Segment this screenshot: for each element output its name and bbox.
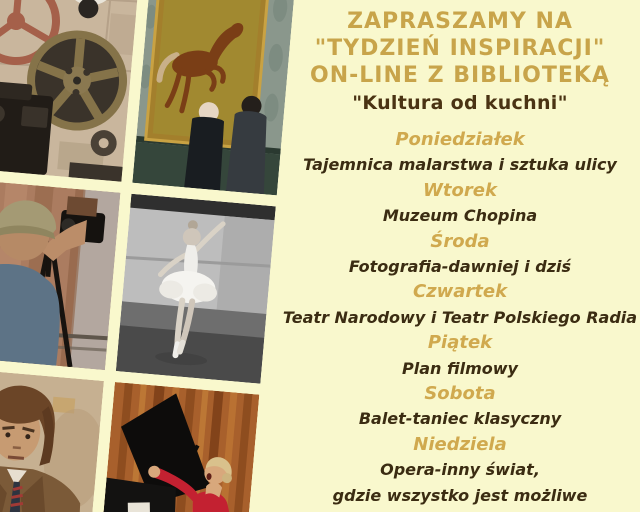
weekly-schedule [280, 127, 640, 508]
film-projector-icon [0, 0, 141, 182]
schedule-day-niedziela: Niedziela [413, 433, 507, 455]
schedule-event-thursday: Teatr Narodowy i Teatr Polskiego Radia [282, 307, 638, 327]
schedule-day-piatek: Piątek [427, 332, 493, 354]
schedule-day-wtorek: Wtorek [423, 179, 497, 201]
schedule-event-saturday: Balet-taniec klasyczny [358, 409, 562, 429]
schedule-event-friday: Plan filmowy [402, 358, 518, 378]
ballerina-icon [116, 194, 276, 384]
schedule-day-sobota: Sobota [424, 383, 496, 405]
schedule-event-sunday-1: Opera-inny świat, [380, 460, 540, 480]
film-projector-photo [0, 0, 141, 182]
opera-singer-icon [100, 382, 260, 512]
horse-painting-icon [132, 0, 296, 195]
poster-title [280, 8, 640, 89]
portrait-painting-icon [0, 368, 104, 512]
schedule-day-czwartek: Czwartek [412, 281, 508, 303]
photographer-icon [0, 180, 120, 370]
ballerina-photo [116, 194, 276, 384]
schedule-event-wednesday: Fotografia-dawniej i dziś [348, 257, 572, 277]
title-line-3: ON-LINE Z BIBLIOTEKĄ [310, 63, 610, 88]
opera-singer-photo [100, 382, 260, 512]
photo-collage [0, 0, 297, 512]
schedule-event-tuesday: Muzeum Chopina [382, 206, 538, 226]
title-line-1: ZAPRASZAMY NA [347, 9, 573, 34]
title-line-2: "TYDZIEŃ INSPIRACJI" [314, 36, 606, 61]
schedule-event-monday: Tajemnica malarstwa i sztuka ulicy [303, 155, 617, 175]
horse-painting-photo [132, 0, 296, 195]
schedule-event-sunday-2: gdzie wszystko jest możliwe [332, 485, 588, 505]
photographer-photo [0, 180, 120, 370]
poster-text-panel [280, 0, 640, 512]
schedule-day-poniedzialek: Poniedziałek [395, 129, 525, 150]
schedule-day-sroda: Środa [430, 230, 490, 252]
poster-subtitle: "Kultura od kuchni" [352, 92, 568, 114]
composer-portrait-photo [0, 368, 104, 512]
